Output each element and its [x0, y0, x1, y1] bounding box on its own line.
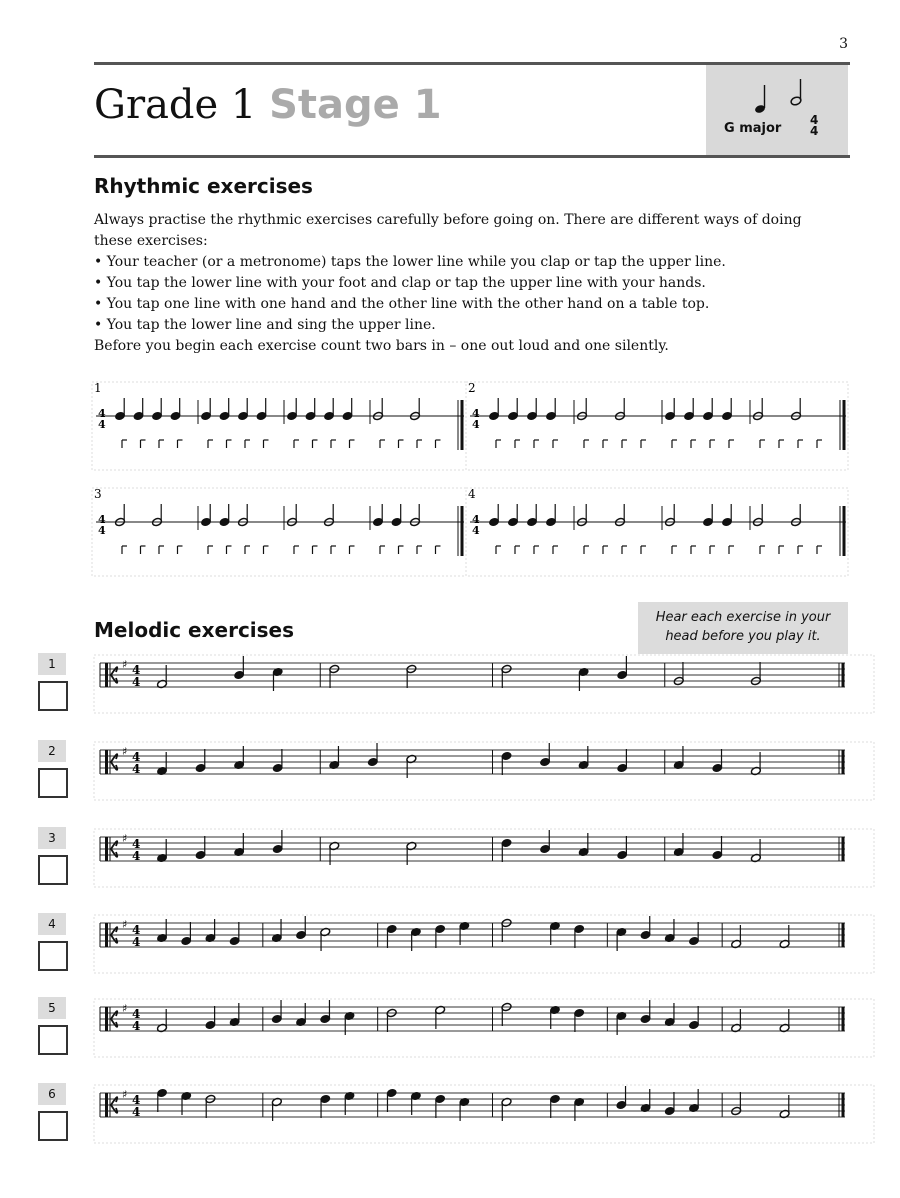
minim-note	[673, 662, 684, 686]
crotchet-note	[664, 1092, 675, 1116]
time-sig-top: 4	[810, 113, 819, 127]
minim-note	[501, 1002, 512, 1026]
minim-note	[115, 504, 126, 527]
minim-note	[410, 504, 421, 527]
title-grade: Grade 1	[94, 82, 257, 128]
crotchet-note	[640, 916, 651, 940]
time-sig-bottom: 4	[132, 675, 141, 689]
minim-note	[329, 664, 340, 688]
crotchet-note	[391, 504, 402, 527]
crotchet-note	[435, 924, 446, 948]
minim-note	[615, 398, 626, 421]
title-rule-bottom	[94, 155, 850, 158]
time-sig-top: 4	[98, 513, 106, 526]
rhythm-exercise-1	[92, 381, 466, 470]
sharp-icon: ♯	[122, 1088, 128, 1101]
crotchet-note	[712, 836, 723, 860]
crotchet-note	[508, 504, 519, 527]
melodic-exercise-6	[94, 1085, 874, 1143]
minim-note	[665, 504, 676, 527]
exercise-number: 6	[38, 1083, 66, 1105]
time-sig-bottom: 4	[98, 418, 106, 431]
crotchet-note	[181, 922, 192, 946]
time-signature	[810, 115, 818, 137]
page-number: 3	[839, 36, 848, 52]
minim-note	[577, 504, 588, 527]
crotchet-note	[665, 398, 676, 421]
exercise-number: 3	[38, 827, 66, 849]
crotchet-note	[546, 398, 557, 421]
sharp-icon: ♯	[122, 1002, 128, 1015]
bullet-1: • Your teacher (or a metronome) taps the lower line while you clap or tap the upper line.	[94, 254, 726, 270]
exercise-frame	[94, 915, 874, 973]
crotchet-note	[546, 504, 557, 527]
minim-note	[750, 662, 761, 686]
crotchet-note	[287, 398, 298, 421]
minim-note	[501, 918, 512, 942]
crotchet-note	[689, 1006, 700, 1030]
crotchet-note	[201, 504, 212, 527]
crotchet-note	[305, 398, 316, 421]
sharp-icon: ♯	[122, 918, 128, 931]
crotchet-note	[549, 1094, 560, 1118]
crotchet-note	[489, 504, 500, 527]
time-sig-top: 4	[472, 513, 480, 526]
exercise-number: 5	[38, 997, 66, 1019]
crotchet-note	[501, 751, 512, 775]
crotchet-note	[342, 398, 353, 421]
crotchet-note	[195, 836, 206, 860]
time-sig-top: 4	[132, 837, 141, 851]
crotchet-note	[684, 398, 695, 421]
minim-note	[238, 504, 249, 527]
time-sig-top: 4	[132, 663, 141, 677]
minim-note	[501, 664, 512, 688]
crotchet-note	[219, 398, 230, 421]
crotchet-note	[195, 749, 206, 773]
crotchet-note	[157, 1088, 168, 1112]
crotchet-note	[435, 1094, 446, 1118]
bullet-4: • You tap the lower line and sing the upper line.	[94, 317, 436, 333]
exercise-number: 1	[94, 381, 102, 395]
time-sig-bottom: 4	[132, 849, 141, 863]
time-sig-bottom: 4	[98, 524, 106, 537]
melodic-exercise-4	[94, 915, 874, 973]
exercise-number: 2	[468, 381, 476, 395]
exercise-frame	[94, 829, 874, 887]
exercise-frame	[92, 382, 466, 470]
exercise-number: 4	[468, 487, 476, 501]
minim-note	[753, 398, 764, 421]
crotchet-note	[540, 743, 551, 767]
crotchet-note	[712, 749, 723, 773]
crotchet-note	[256, 398, 267, 421]
crotchet-note	[616, 1086, 627, 1110]
crotchet-note	[133, 398, 144, 421]
exercise-number: 1	[38, 653, 66, 675]
time-sig-bottom: 4	[132, 1019, 141, 1033]
crotchet-note	[229, 922, 240, 946]
crotchet-note	[272, 830, 283, 854]
minim-note	[577, 398, 588, 421]
rhythmic-intro	[94, 210, 814, 357]
crotchet-note	[617, 749, 628, 773]
crotchet-note	[574, 1008, 585, 1032]
crotchet-note	[320, 1000, 331, 1024]
rhythm-exercise-2	[466, 381, 848, 470]
sharp-icon: ♯	[122, 832, 128, 845]
minim-note	[324, 504, 335, 527]
key-label: G major	[724, 121, 782, 136]
crotchet-note	[617, 656, 628, 680]
crotchet-note	[527, 398, 538, 421]
crotchet-icon	[754, 85, 766, 114]
crotchet-note	[115, 398, 126, 421]
time-sig-bottom: 4	[132, 1105, 141, 1119]
time-sig-top: 4	[132, 1007, 141, 1021]
page-title	[94, 82, 442, 128]
crotchet-note	[386, 924, 397, 948]
crotchet-note	[508, 398, 519, 421]
exercise-frame	[466, 382, 848, 470]
crotchet-note	[489, 398, 500, 421]
rhythmic-exercises-score	[0, 370, 900, 580]
time-sig-top: 4	[132, 923, 141, 937]
time-sig-bottom: 4	[472, 524, 480, 537]
rhythm-exercise-4	[466, 487, 848, 576]
time-sig-bottom: 4	[132, 762, 141, 776]
time-sig-bottom: 4	[132, 935, 141, 949]
minim-note	[410, 398, 421, 421]
melodic-exercises-score	[0, 650, 900, 1190]
crotchet-note	[238, 398, 249, 421]
exercise-frame	[94, 1085, 874, 1143]
minim-note	[152, 504, 163, 527]
exercise-number: 2	[38, 740, 66, 762]
crotchet-note	[501, 838, 512, 862]
melodic-exercise-2	[94, 742, 874, 800]
key-box-notes	[746, 77, 826, 117]
minim-note	[287, 504, 298, 527]
exercise-frame	[466, 488, 848, 576]
crotchet-note	[296, 916, 307, 940]
time-sig-top: 4	[132, 750, 141, 764]
key-signature-box	[706, 65, 848, 155]
crotchet-note	[386, 1088, 397, 1112]
crotchet-note	[320, 1094, 331, 1118]
crotchet-note	[574, 924, 585, 948]
crotchet-note	[703, 504, 714, 527]
minim-note	[731, 1092, 742, 1116]
crotchet-note	[527, 504, 538, 527]
minim-note	[386, 1008, 397, 1032]
melodic-tip: Hear each exercise in your head before you play it.	[638, 602, 848, 654]
minim-note	[615, 504, 626, 527]
crotchet-note	[540, 830, 551, 854]
intro-text: Always practise the rhythmic exercises carefully before going on. There are different ways of doing these exercises:	[94, 212, 802, 249]
crotchet-note	[205, 1006, 216, 1030]
time-sig-bottom: 4	[810, 124, 819, 138]
closing-text: Before you begin each exercise count two bars in – one out loud and one silently.	[94, 338, 669, 354]
crotchet-note	[201, 398, 212, 421]
minim-note	[753, 504, 764, 527]
time-sig-top: 4	[98, 407, 106, 420]
melodic-exercise-3	[94, 829, 874, 887]
time-sig-bottom: 4	[472, 418, 480, 431]
melodic-heading: Melodic exercises	[94, 618, 295, 642]
exercise-number: 3	[94, 487, 102, 501]
crotchet-note	[722, 398, 733, 421]
sharp-icon: ♯	[122, 658, 128, 671]
crotchet-note	[152, 398, 163, 421]
minim-note	[406, 664, 417, 688]
melodic-exercise-1	[94, 655, 874, 713]
melodic-exercise-5	[94, 999, 874, 1057]
rhythmic-heading: Rhythmic exercises	[94, 174, 313, 198]
crotchet-note	[640, 1000, 651, 1024]
time-sig-top: 4	[132, 1093, 141, 1107]
crotchet-note	[272, 749, 283, 773]
crotchet-note	[617, 836, 628, 860]
minim-icon	[790, 79, 802, 106]
crotchet-note	[170, 398, 181, 421]
rhythm-exercise-3	[92, 487, 466, 576]
crotchet-note	[367, 743, 378, 767]
crotchet-note	[271, 1000, 282, 1024]
crotchet-note	[219, 504, 230, 527]
bullet-3: • You tap one line with one hand and the other line with the other hand on a table top.	[94, 296, 710, 312]
time-sig-top: 4	[472, 407, 480, 420]
exercise-number: 4	[38, 913, 66, 935]
crotchet-note	[722, 504, 733, 527]
title-stage: Stage 1	[269, 82, 442, 128]
exercise-frame	[92, 488, 466, 576]
minim-note	[205, 1094, 216, 1118]
crotchet-note	[703, 398, 714, 421]
crotchet-note	[373, 504, 384, 527]
bullet-2: • You tap the lower line with your foot and clap or tap the upper line with your hands.	[94, 275, 706, 291]
crotchet-note	[324, 398, 335, 421]
crotchet-note	[689, 922, 700, 946]
sharp-icon: ♯	[122, 745, 128, 758]
minim-note	[791, 504, 802, 527]
minim-note	[791, 398, 802, 421]
exercise-frame	[94, 742, 874, 800]
crotchet-note	[234, 656, 245, 680]
minim-note	[373, 398, 384, 421]
